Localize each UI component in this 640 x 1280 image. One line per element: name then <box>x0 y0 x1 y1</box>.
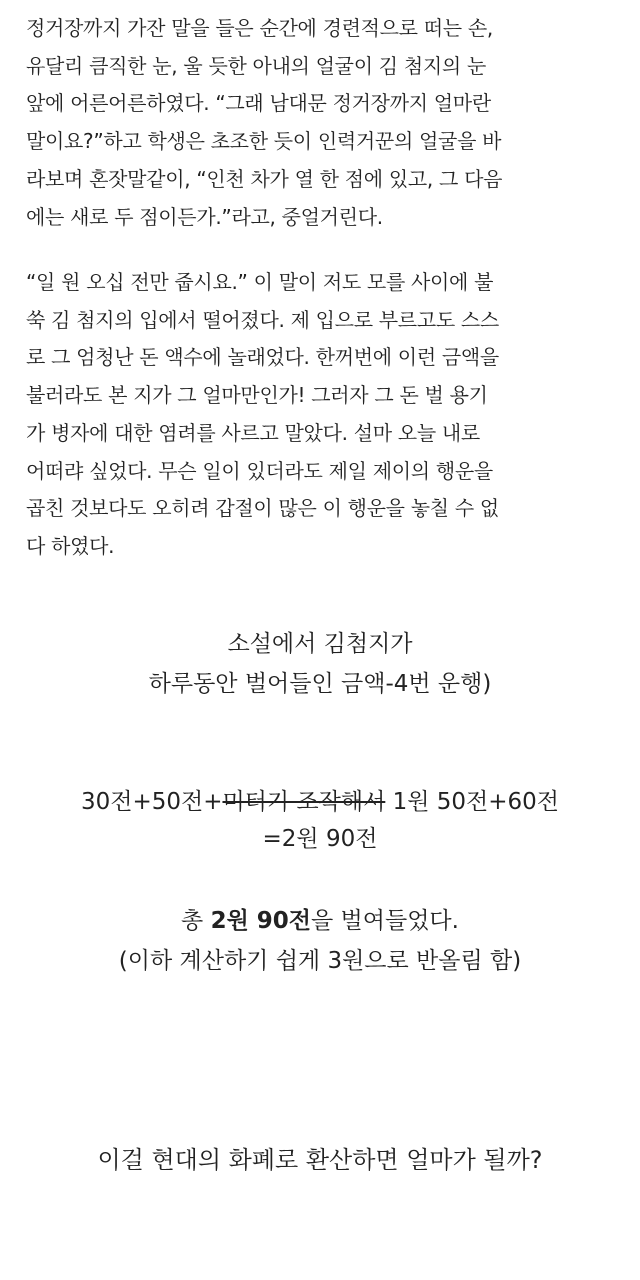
passage-line: 불러라도 본 지가 그 얼마만인가! 그러자 그 돈 벌 용기 <box>26 383 488 408</box>
total-amount: 2원 90전 <box>210 908 312 934</box>
passage-line: 다 하였다. <box>26 533 115 558</box>
passage-line: 가 병자에 대한 염려를 사르고 말았다. 설마 오늘 내로 <box>26 420 480 445</box>
passage-line: 정거장까지 가잔 말을 들은 순간에 경련적으로 떠는 손, <box>26 16 493 40</box>
passage-line: 앞에 어른어른하였다. “그래 남대문 정거장까지 얼마란 <box>26 91 491 116</box>
caption-line-1: 소설에서 김첨지가 <box>227 631 413 657</box>
passage-line: 라보며 혼잣말같이, “인천 차가 열 한 점에 있고, 그 다음 <box>26 166 503 191</box>
calculation <box>0 784 640 858</box>
passage-line: 말이요?”하고 학생은 초조한 듯이 인력거꾼의 얼굴을 바 <box>26 129 502 154</box>
passage-line: 유달리 큼직한 눈, 울 듯한 아내의 얼굴이 김 첨지의 눈 <box>26 53 486 78</box>
calculation-struck-text: 미터기 조작해서 <box>222 789 386 815</box>
calculation-suffix: 1원 50전+60전 <box>385 789 560 815</box>
passage-line: “일 원 오십 전만 줍시요.” 이 말이 저도 모를 사이에 불 <box>26 270 494 294</box>
calculation-prefix: 30전+50전+ <box>80 789 223 815</box>
passage-line: 로 그 엄청난 돈 액수에 놀래었다. 한꺼번에 이런 금액을 <box>26 345 499 370</box>
total-after: 을 벌여들었다. <box>311 908 459 934</box>
calculation-line <box>0 784 640 821</box>
total-before: 총 <box>181 908 211 934</box>
passage-line: 에는 새로 두 점이든가.”라고, 중얼거린다. <box>26 204 383 229</box>
total-summary <box>0 901 640 981</box>
caption <box>0 624 640 704</box>
total-note: (이하 계산하기 쉽게 3원으로 반올림 함) <box>118 948 522 974</box>
passage-paragraph-1 <box>26 10 566 236</box>
caption-line-2: 하루동안 벌어들인 금액-4번 운행) <box>148 671 492 697</box>
passage-line: 어떠랴 싶었다. 무슨 일이 있더라도 제일 제이의 행운을 <box>26 458 493 483</box>
calculation-result: =2원 90전 <box>262 826 378 852</box>
passage-line: 곱친 것보다도 오히려 갑절이 많은 이 행운을 놓칠 수 없 <box>26 496 499 521</box>
passage-line: 쑥 김 첨지의 입에서 떨어졌다. 제 입으로 부르고도 스스 <box>26 307 499 332</box>
total-line <box>0 901 640 941</box>
question: 이걸 현대의 화폐로 환산하면 얼마가 될까? <box>97 1146 543 1174</box>
passage-paragraph-2 <box>26 264 566 566</box>
